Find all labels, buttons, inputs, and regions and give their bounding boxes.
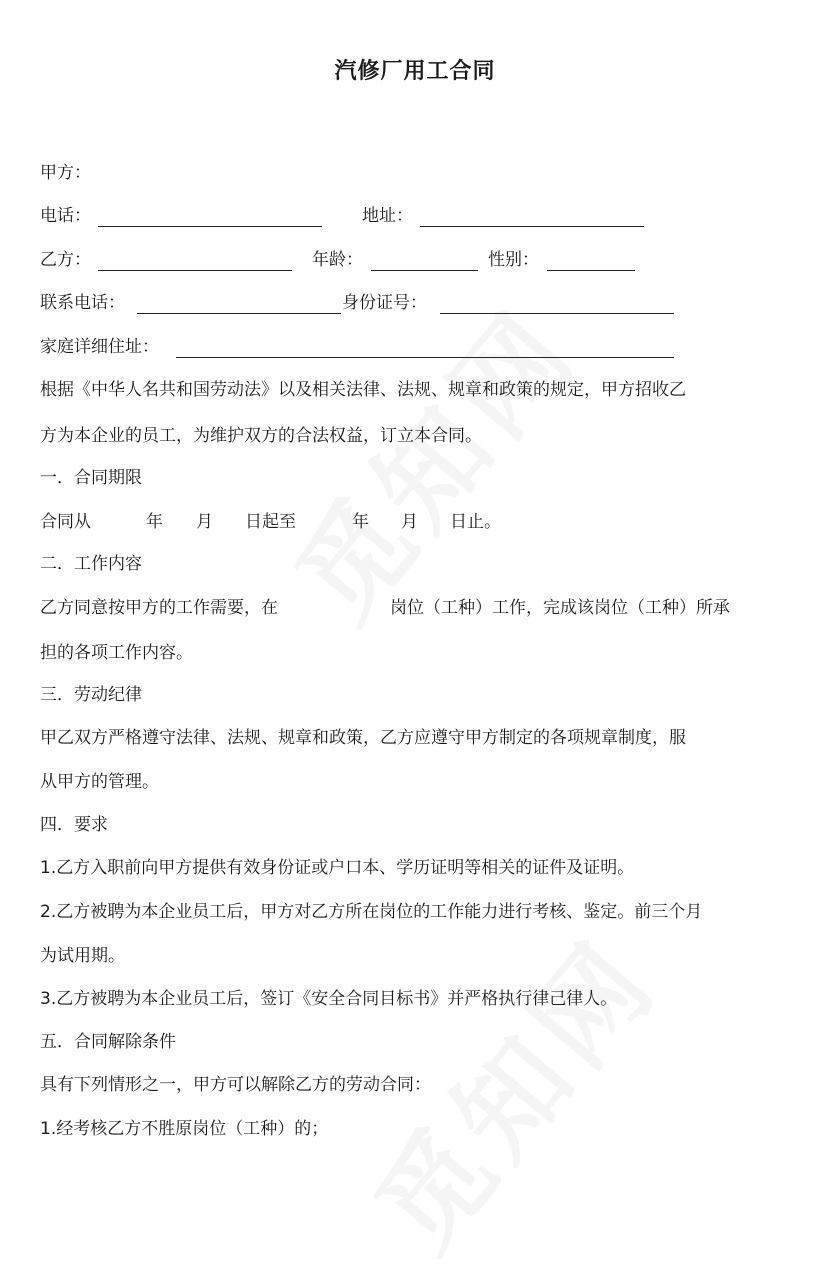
work-content-part-2: 岗位（工种）工作，完成该岗位（工种）所承 (390, 598, 730, 618)
phone-address-row (40, 204, 800, 230)
home-address-row (40, 335, 800, 361)
age-label: 年龄： (312, 250, 363, 270)
term-end-month: 月 (401, 512, 418, 532)
contact-id-row (40, 291, 800, 317)
id-number-blank[interactable] (440, 313, 674, 314)
party-b-blank[interactable] (98, 270, 292, 271)
term-end-day: 日止。 (450, 512, 501, 532)
term-start-month: 月 (196, 512, 213, 532)
gender-label: 性别： (488, 250, 539, 270)
work-content-part-1: 乙方同意按甲方的工作需要，在 (40, 598, 278, 618)
home-address-label: 家庭详细住址： (40, 337, 159, 357)
section-5-heading: 五．合同解除条件 (40, 1032, 176, 1052)
address-blank[interactable] (420, 226, 644, 227)
section-4-line-4: 3.乙方被聘为本企业员工后，签订《安全合同目标书》并严格执行律己律人。 (40, 989, 618, 1009)
section-1-heading: 一．合同期限 (40, 468, 142, 488)
section-1-term-line (40, 510, 640, 536)
section-2-line-1 (40, 596, 800, 622)
term-from-label: 合同从 (40, 512, 91, 532)
gender-blank[interactable] (547, 270, 635, 271)
section-3-line-1: 甲乙双方严格遵守法律、法规、规章和政策，乙方应遵守甲方制定的各项规章制度，服 (40, 728, 686, 748)
phone-blank[interactable] (98, 226, 322, 227)
section-2-heading: 二．工作内容 (40, 554, 142, 574)
section-3-heading: 三．劳动纪律 (40, 685, 142, 705)
section-5-line-2: 1.经考核乙方不胜原岗位（工种）的； (40, 1119, 329, 1139)
section-5-line-1: 具有下列情形之一，甲方可以解除乙方的劳动合同： (40, 1075, 431, 1095)
party-b-row (40, 248, 800, 274)
section-3-line-2: 从甲方的管理。 (40, 772, 159, 792)
section-4-line-1: 1.乙方入职前向甲方提供有效身份证或户口本、学历证明等相关的证件及证明。 (40, 858, 635, 878)
contact-phone-blank[interactable] (137, 313, 341, 314)
section-4-heading: 四．要求 (40, 815, 108, 835)
phone-label: 电话： (40, 206, 91, 226)
intro-line-2: 方为本企业的员工，为维护双方的合法权益，订立本合同。 (40, 426, 482, 446)
id-number-label: 身份证号： (342, 293, 427, 313)
address-label: 地址： (362, 206, 413, 226)
section-4-line-2: 2.乙方被聘为本企业员工后，甲方对乙方所在岗位的工作能力进行考核、鉴定。前三个月 (40, 902, 703, 922)
age-blank[interactable] (371, 270, 478, 271)
section-2-line-2: 担的各项工作内容。 (40, 643, 193, 663)
watermark (254, 270, 606, 647)
home-address-blank[interactable] (176, 357, 674, 358)
party-a-label: 甲方： (40, 163, 91, 183)
term-start-year: 年 (146, 512, 163, 532)
section-4-line-3: 为试用期。 (40, 946, 125, 966)
term-end-year: 年 (352, 512, 369, 532)
term-start-day-to: 日起至 (245, 512, 296, 532)
intro-line-1: 根据《中华人名共和国劳动法》以及相关法律、法规、规章和政策的规定，甲方招收乙 (40, 380, 686, 400)
contact-phone-label: 联系电话： (40, 293, 125, 313)
party-b-label: 乙方： (40, 250, 91, 270)
document-title: 汽修厂用工合同 (334, 59, 496, 84)
